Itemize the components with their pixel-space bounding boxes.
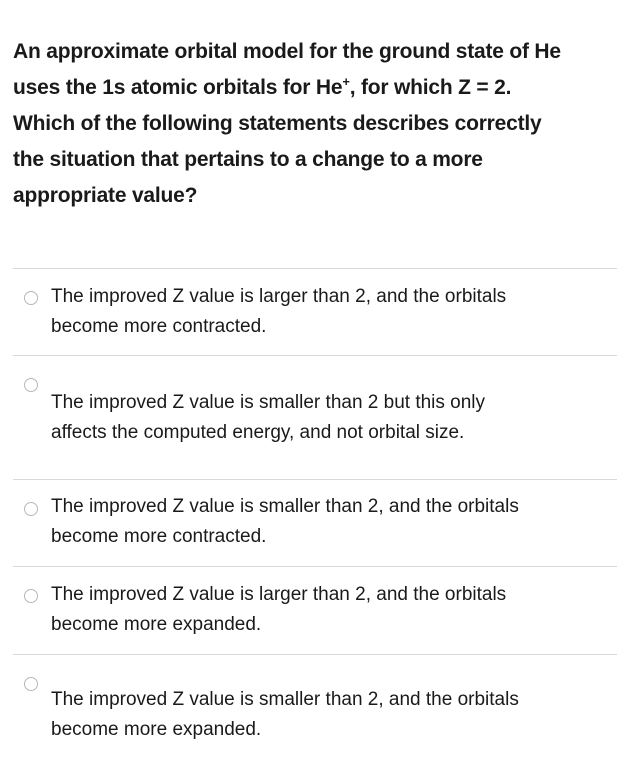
radio-button[interactable] (24, 502, 38, 516)
answer-line: become more contracted. (51, 316, 267, 337)
answer-option-text (51, 685, 611, 745)
question-line-segment: , for which Z = 2. (349, 76, 512, 99)
answer-option-2[interactable] (13, 356, 617, 479)
question-line: appropriate value? (13, 184, 198, 207)
answer-option-3[interactable] (13, 480, 617, 566)
answer-line: affects the computed energy, and not orbital size. (51, 422, 465, 443)
answer-line: The improved Z value is larger than 2, and the orbitals (51, 286, 507, 307)
answer-option-text (51, 282, 611, 342)
question-line (13, 70, 619, 106)
answer-line: The improved Z value is smaller than 2 but this only (51, 392, 486, 413)
answer-line: The improved Z value is smaller than 2, and the orbitals (51, 496, 519, 517)
answer-option-text (51, 580, 611, 640)
radio-button[interactable] (24, 677, 38, 691)
radio-button[interactable] (24, 378, 38, 392)
question-line: An approximate orbital model for the ground state of He (13, 40, 561, 63)
answer-line: become more expanded. (51, 719, 262, 740)
answer-line: become more expanded. (51, 614, 262, 635)
answer-option-text (51, 388, 611, 448)
radio-button[interactable] (24, 589, 38, 603)
question-line: the situation that pertains to a change to a more (13, 148, 483, 171)
question-line: Which of the following statements describes correctly (13, 112, 542, 135)
answer-line: The improved Z value is larger than 2, and the orbitals (51, 584, 507, 605)
superscript-charge: + (342, 74, 350, 89)
answer-line: The improved Z value is smaller than 2, and the orbitals (51, 689, 519, 710)
answer-option-4[interactable] (13, 567, 617, 654)
question-line-segment: uses the 1s atomic orbitals for He (13, 76, 343, 99)
answer-option-5[interactable] (13, 655, 617, 755)
answer-option-text (51, 492, 611, 552)
radio-button[interactable] (24, 291, 38, 305)
answer-line: become more contracted. (51, 526, 267, 547)
answer-option-1[interactable] (13, 269, 617, 355)
question-text (13, 34, 619, 214)
